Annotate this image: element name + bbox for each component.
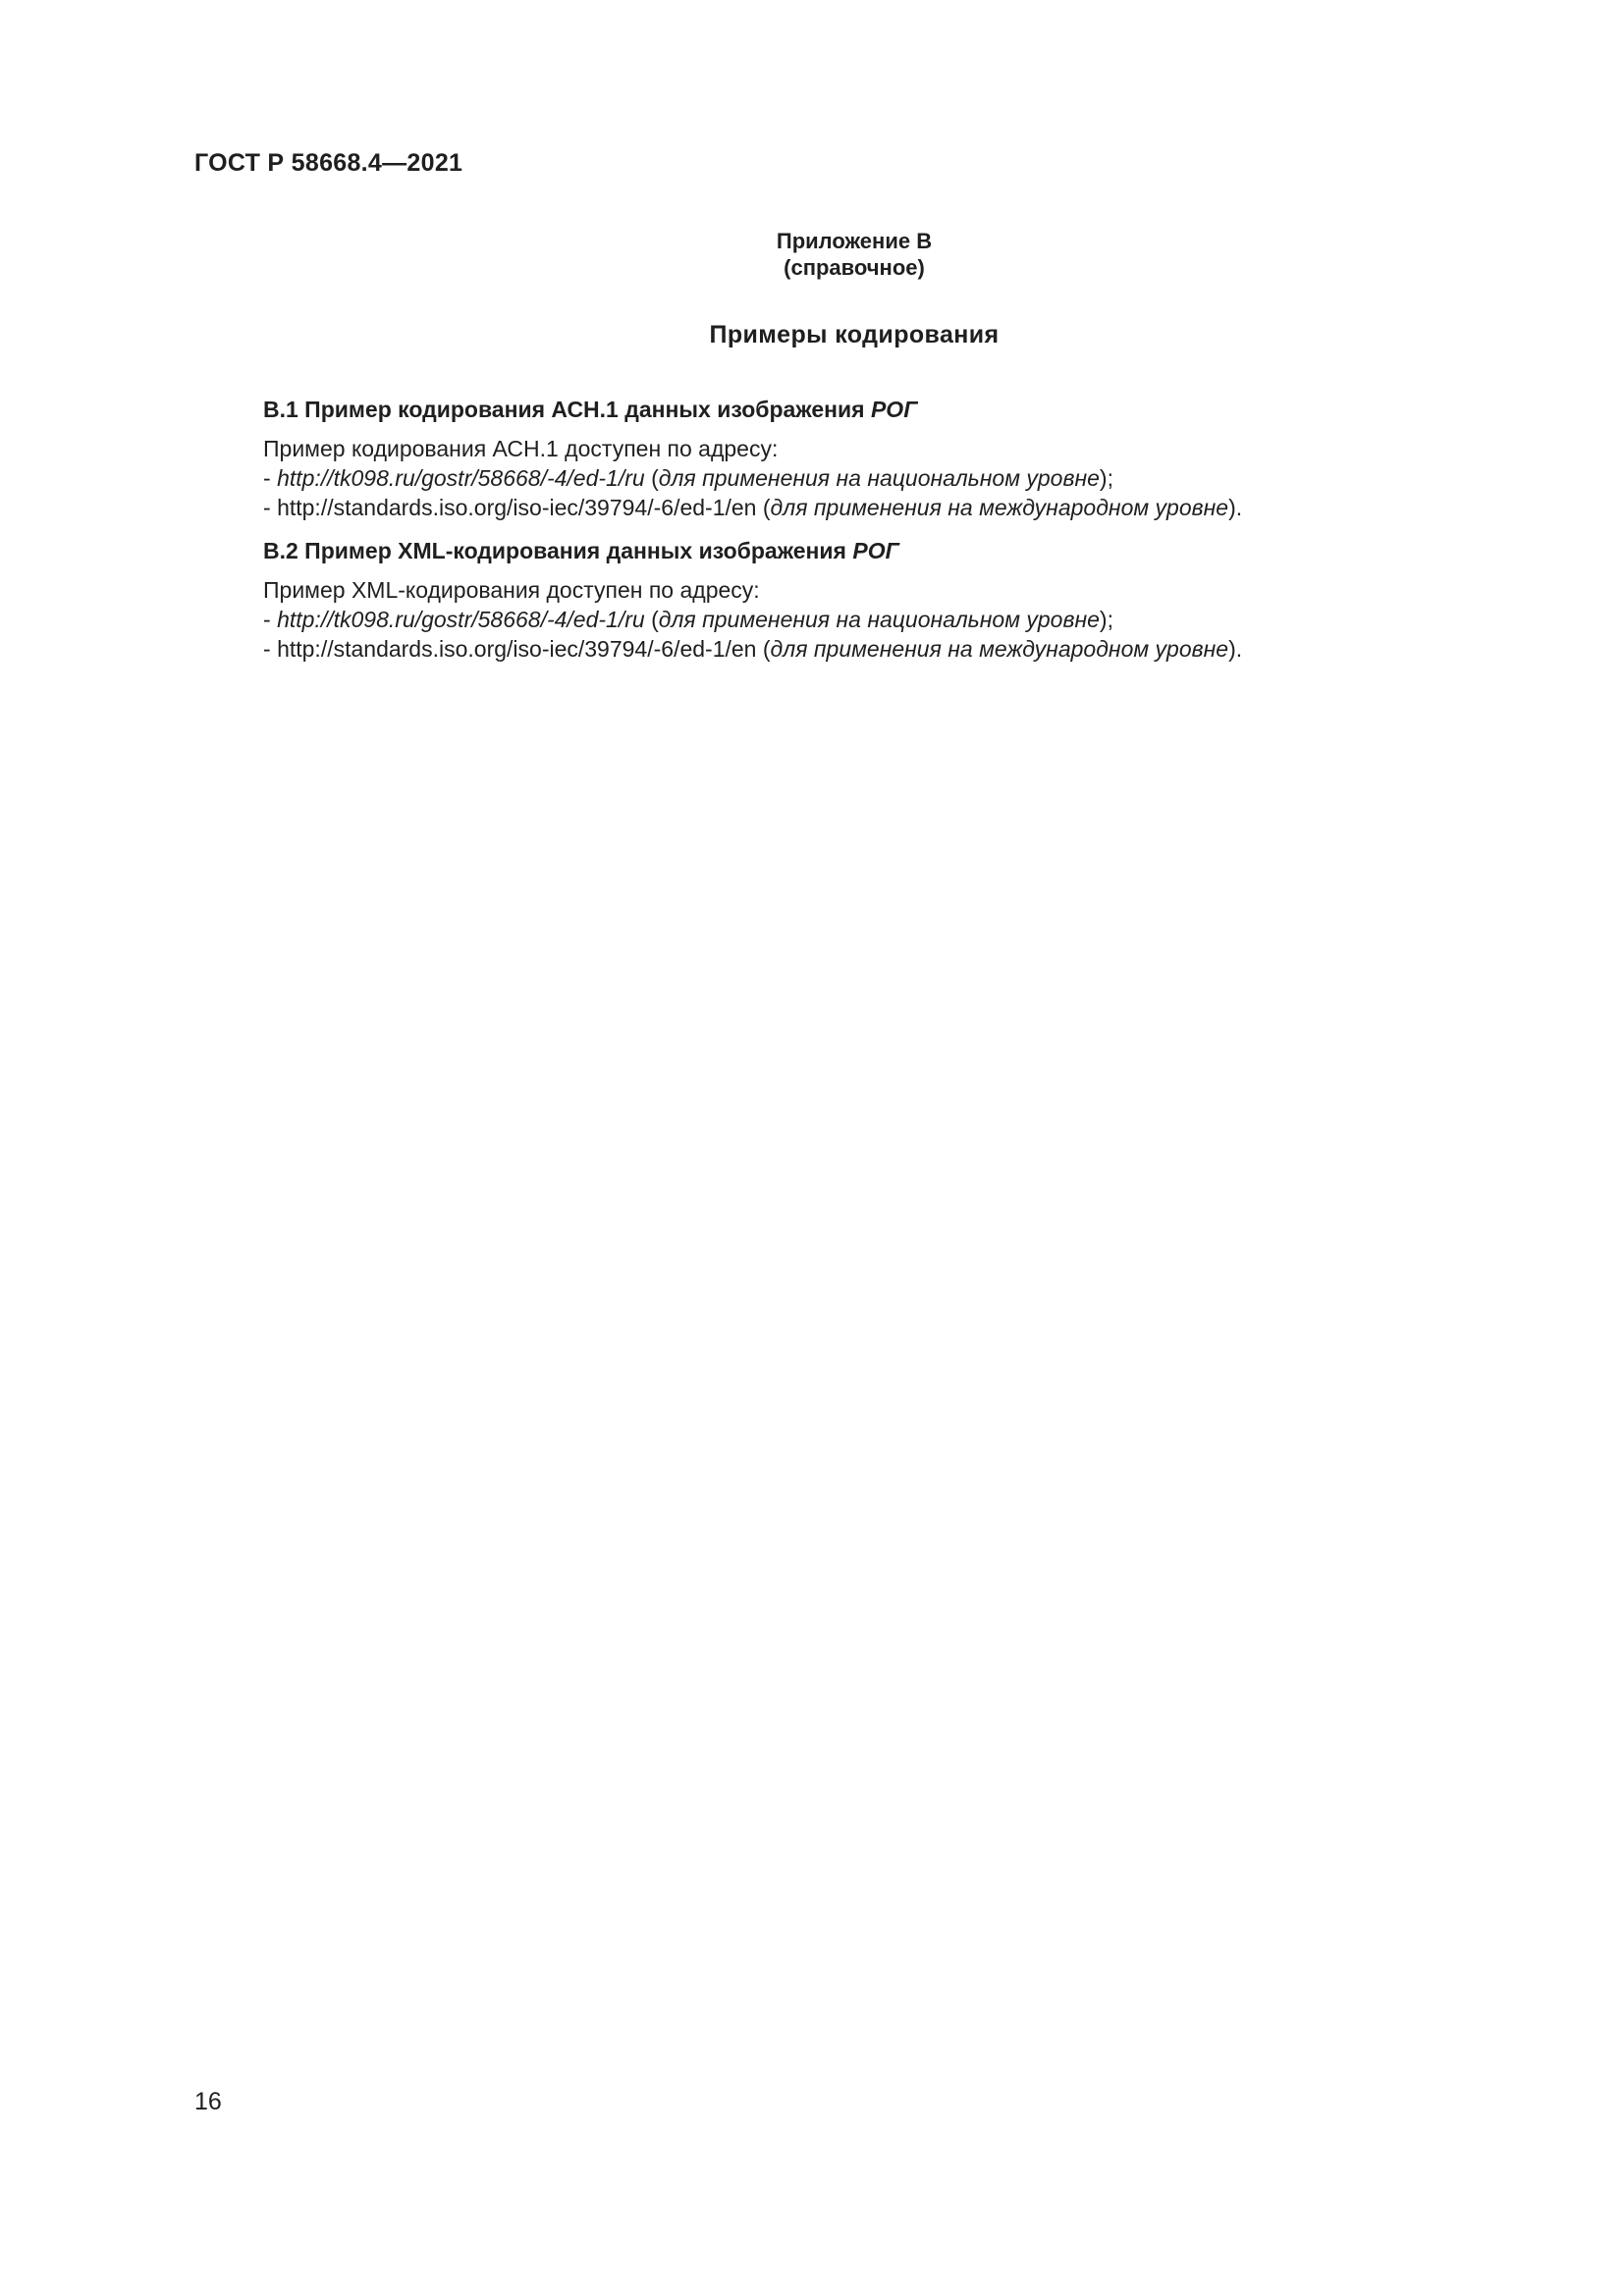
subsection-title-text: В.2 Пример XML-кодирования данных изображения [263, 538, 853, 563]
appendix-title: Приложение В [776, 229, 933, 253]
url-link[interactable]: http://tk098.ru/gostr/58668/-4/ed-1/ru [277, 607, 645, 632]
subsection-title [263, 536, 1500, 565]
subsection-title-term: РОГ [852, 538, 899, 563]
url-link[interactable]: http://tk098.ru/gostr/58668/-4/ed-1/ru [277, 465, 645, 491]
subsection-intro: Пример кодирования АСН.1 доступен по адресу: [263, 436, 779, 461]
list-item: - http://tk098.ru/gostr/58668/-4/ed-1/ru (для применения на национальном уровне); [263, 607, 1113, 632]
subsection-title [263, 395, 1500, 424]
list-item: - http://standards.iso.org/iso-iec/39794/-6/ed-1/en (для применения на международном уровне). [263, 636, 1243, 662]
subsection-title-text: В.1 Пример кодирования АСН.1 данных изображения [263, 397, 871, 422]
subsection-intro: Пример XML-кодирования доступен по адресу: [263, 577, 760, 603]
subsection-title-term: РОГ [870, 397, 918, 422]
section-heading: Примеры кодирования [709, 321, 1000, 348]
list-item: - http://tk098.ru/gostr/58668/-4/ed-1/ru (для применения на национальном уровне); [263, 465, 1113, 491]
usage-note: для применения на национальном уровне [658, 465, 1100, 491]
document-body [263, 395, 1500, 664]
usage-note: для применения на международном уровне [770, 495, 1229, 520]
usage-note: для применения на международном уровне [770, 636, 1229, 662]
usage-note: для применения на национальном уровне [658, 607, 1100, 632]
url-link[interactable]: http://standards.iso.org/iso-iec/39794/-6/ed-1/en [277, 495, 757, 520]
list-item: - http://standards.iso.org/iso-iec/39794/-6/ed-1/en (для применения на международном уровне). [263, 495, 1243, 520]
url-link[interactable]: http://standards.iso.org/iso-iec/39794/-6/ed-1/en [277, 636, 757, 662]
subsection-b2 [263, 536, 1500, 664]
appendix-type: (справочное) [784, 255, 925, 280]
appendix-heading [0, 228, 1624, 281]
subsection-b1 [263, 395, 1500, 522]
standard-code: ГОСТ Р 58668.4—2021 [194, 149, 463, 177]
page-number: 16 [194, 2088, 222, 2115]
